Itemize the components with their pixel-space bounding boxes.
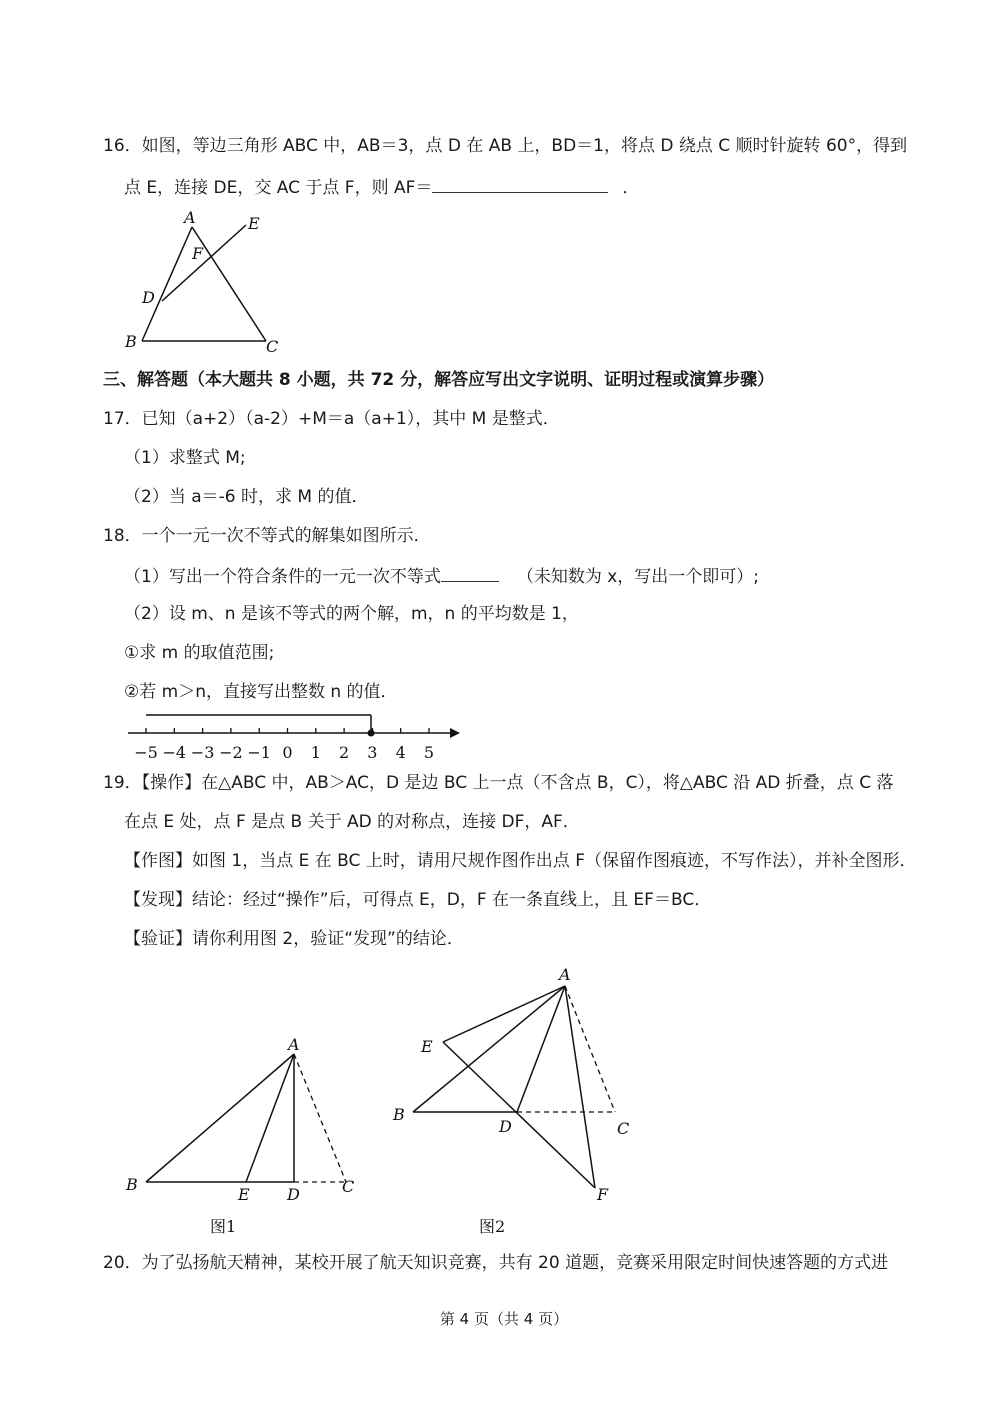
fig2-caption: 图2 — [479, 1217, 506, 1236]
fig1-label-E: E — [238, 1185, 250, 1204]
fig1-label-C: C — [342, 1177, 355, 1196]
solution-endpoint-dot — [368, 730, 375, 737]
q16-label-F: F — [192, 244, 204, 263]
q19-line1: 19．【操作】在△ABC 中，AB＞AC，D 是边 BC 上一点（不含点 B，C），将△ABC 沿 AD 折叠，点 C 落 — [103, 773, 894, 793]
q16-line1: 16．如图，等边三角形 ABC 中，AB＝3，点 D 在 AB 上，BD＝1，将点 D 绕点 C 顺时针旋转 60°，得到 — [103, 136, 908, 156]
number-line-tick-label: −4 — [162, 743, 187, 762]
number-line-tick-label: 2 — [339, 743, 350, 762]
fig2-label-A: A — [559, 965, 571, 984]
number-line-arrow — [450, 728, 460, 738]
q18-sub1: ①求 m 的取值范围; — [124, 643, 275, 663]
q20-line1: 20．为了弘扬航天精神，某校开展了航天知识竞赛，共有 20 道题，竞赛采用限定时间快速答题的方式进 — [103, 1253, 889, 1273]
q18-part1 — [124, 563, 759, 589]
q16-label-B: B — [125, 332, 137, 351]
fig1-label-A: A — [288, 1035, 300, 1054]
q16-line2 — [124, 174, 639, 200]
q18-part1-text: （1）写出一个符合条件的一元一次不等式 — [124, 567, 441, 587]
q16-label-D: D — [142, 288, 155, 307]
q17-part2: （2）当 a＝-6 时，求 M 的值． — [124, 487, 369, 507]
number-line-tick-label: 0 — [282, 743, 293, 762]
fig1-caption: 图1 — [210, 1217, 237, 1236]
q19-line2: 在点 E 处，点 F 是点 B 关于 AD 的对称点，连接 DF，AF． — [124, 812, 580, 832]
fig2-label-C: C — [617, 1119, 630, 1138]
q16-label-A: A — [184, 208, 196, 227]
number-line-tick-label: 5 — [423, 743, 435, 762]
q16-label-E: E — [248, 214, 260, 233]
section3-title: 三、解答题（本大题共 8 小题，共 72 分，解答应写出文字说明、证明过程或演算步骤） — [103, 370, 775, 390]
q17-part1: （1）求整式 M; — [124, 448, 246, 468]
q19-line4: 【发现】结论：经过“操作”后，可得点 E，D，F 在一条直线上，且 EF＝BC． — [124, 890, 712, 910]
number-line-tick-label: 3 — [367, 743, 378, 762]
number-line-tick-label: 1 — [310, 743, 321, 762]
q16-figure — [120, 205, 300, 355]
q16-label-C: C — [266, 337, 279, 356]
fig1-label-D: D — [287, 1185, 300, 1204]
q19-line3: 【作图】如图 1，当点 E 在 BC 上时，请用尺规作图作出点 F（保留作图痕迹，不写作法），并补全图形． — [124, 851, 917, 871]
number-line-tick-label: −5 — [134, 743, 158, 762]
q18-answer-blank[interactable] — [441, 563, 499, 582]
page-footer: 第 4 页（共 4 页） — [439, 1310, 569, 1328]
fig1-label-B: B — [126, 1175, 138, 1194]
q19-figure1 — [120, 1030, 370, 1240]
number-line — [120, 710, 460, 766]
q16-line2-end: ． — [622, 178, 640, 198]
number-line-tick-label: −2 — [219, 743, 243, 762]
q16-line2-text: 点 E，连接 DE，交 AC 于点 F，则 AF＝ — [124, 178, 433, 198]
number-line-tick-label: −3 — [190, 743, 215, 762]
q18-sub2: ②若 m＞n，直接写出整数 n 的值． — [124, 682, 398, 702]
q18-part1-note: （未知数为 x，写出一个即可）; — [516, 567, 760, 587]
number-line-tick-label: 4 — [395, 743, 406, 762]
fig2-label-D: D — [499, 1117, 512, 1136]
fig2-label-E: E — [421, 1037, 433, 1056]
q19-line5: 【验证】请你利用图 2，验证“发现”的结论． — [124, 929, 464, 949]
number-line-tick-label: −1 — [247, 743, 271, 762]
fig2-label-B: B — [393, 1105, 405, 1124]
q17-stem: 17．已知（a+2）（a-2）+M＝a（a+1），其中 M 是整式． — [103, 409, 560, 429]
answer-blank[interactable] — [432, 174, 608, 193]
q18-stem: 18．一个一元一次不等式的解集如图所示． — [103, 526, 431, 546]
fig2-label-F: F — [597, 1185, 609, 1204]
q18-part2: （2）设 m、n 是该不等式的两个解，m，n 的平均数是 1， — [124, 604, 579, 624]
q19-figure2 — [385, 960, 645, 1240]
